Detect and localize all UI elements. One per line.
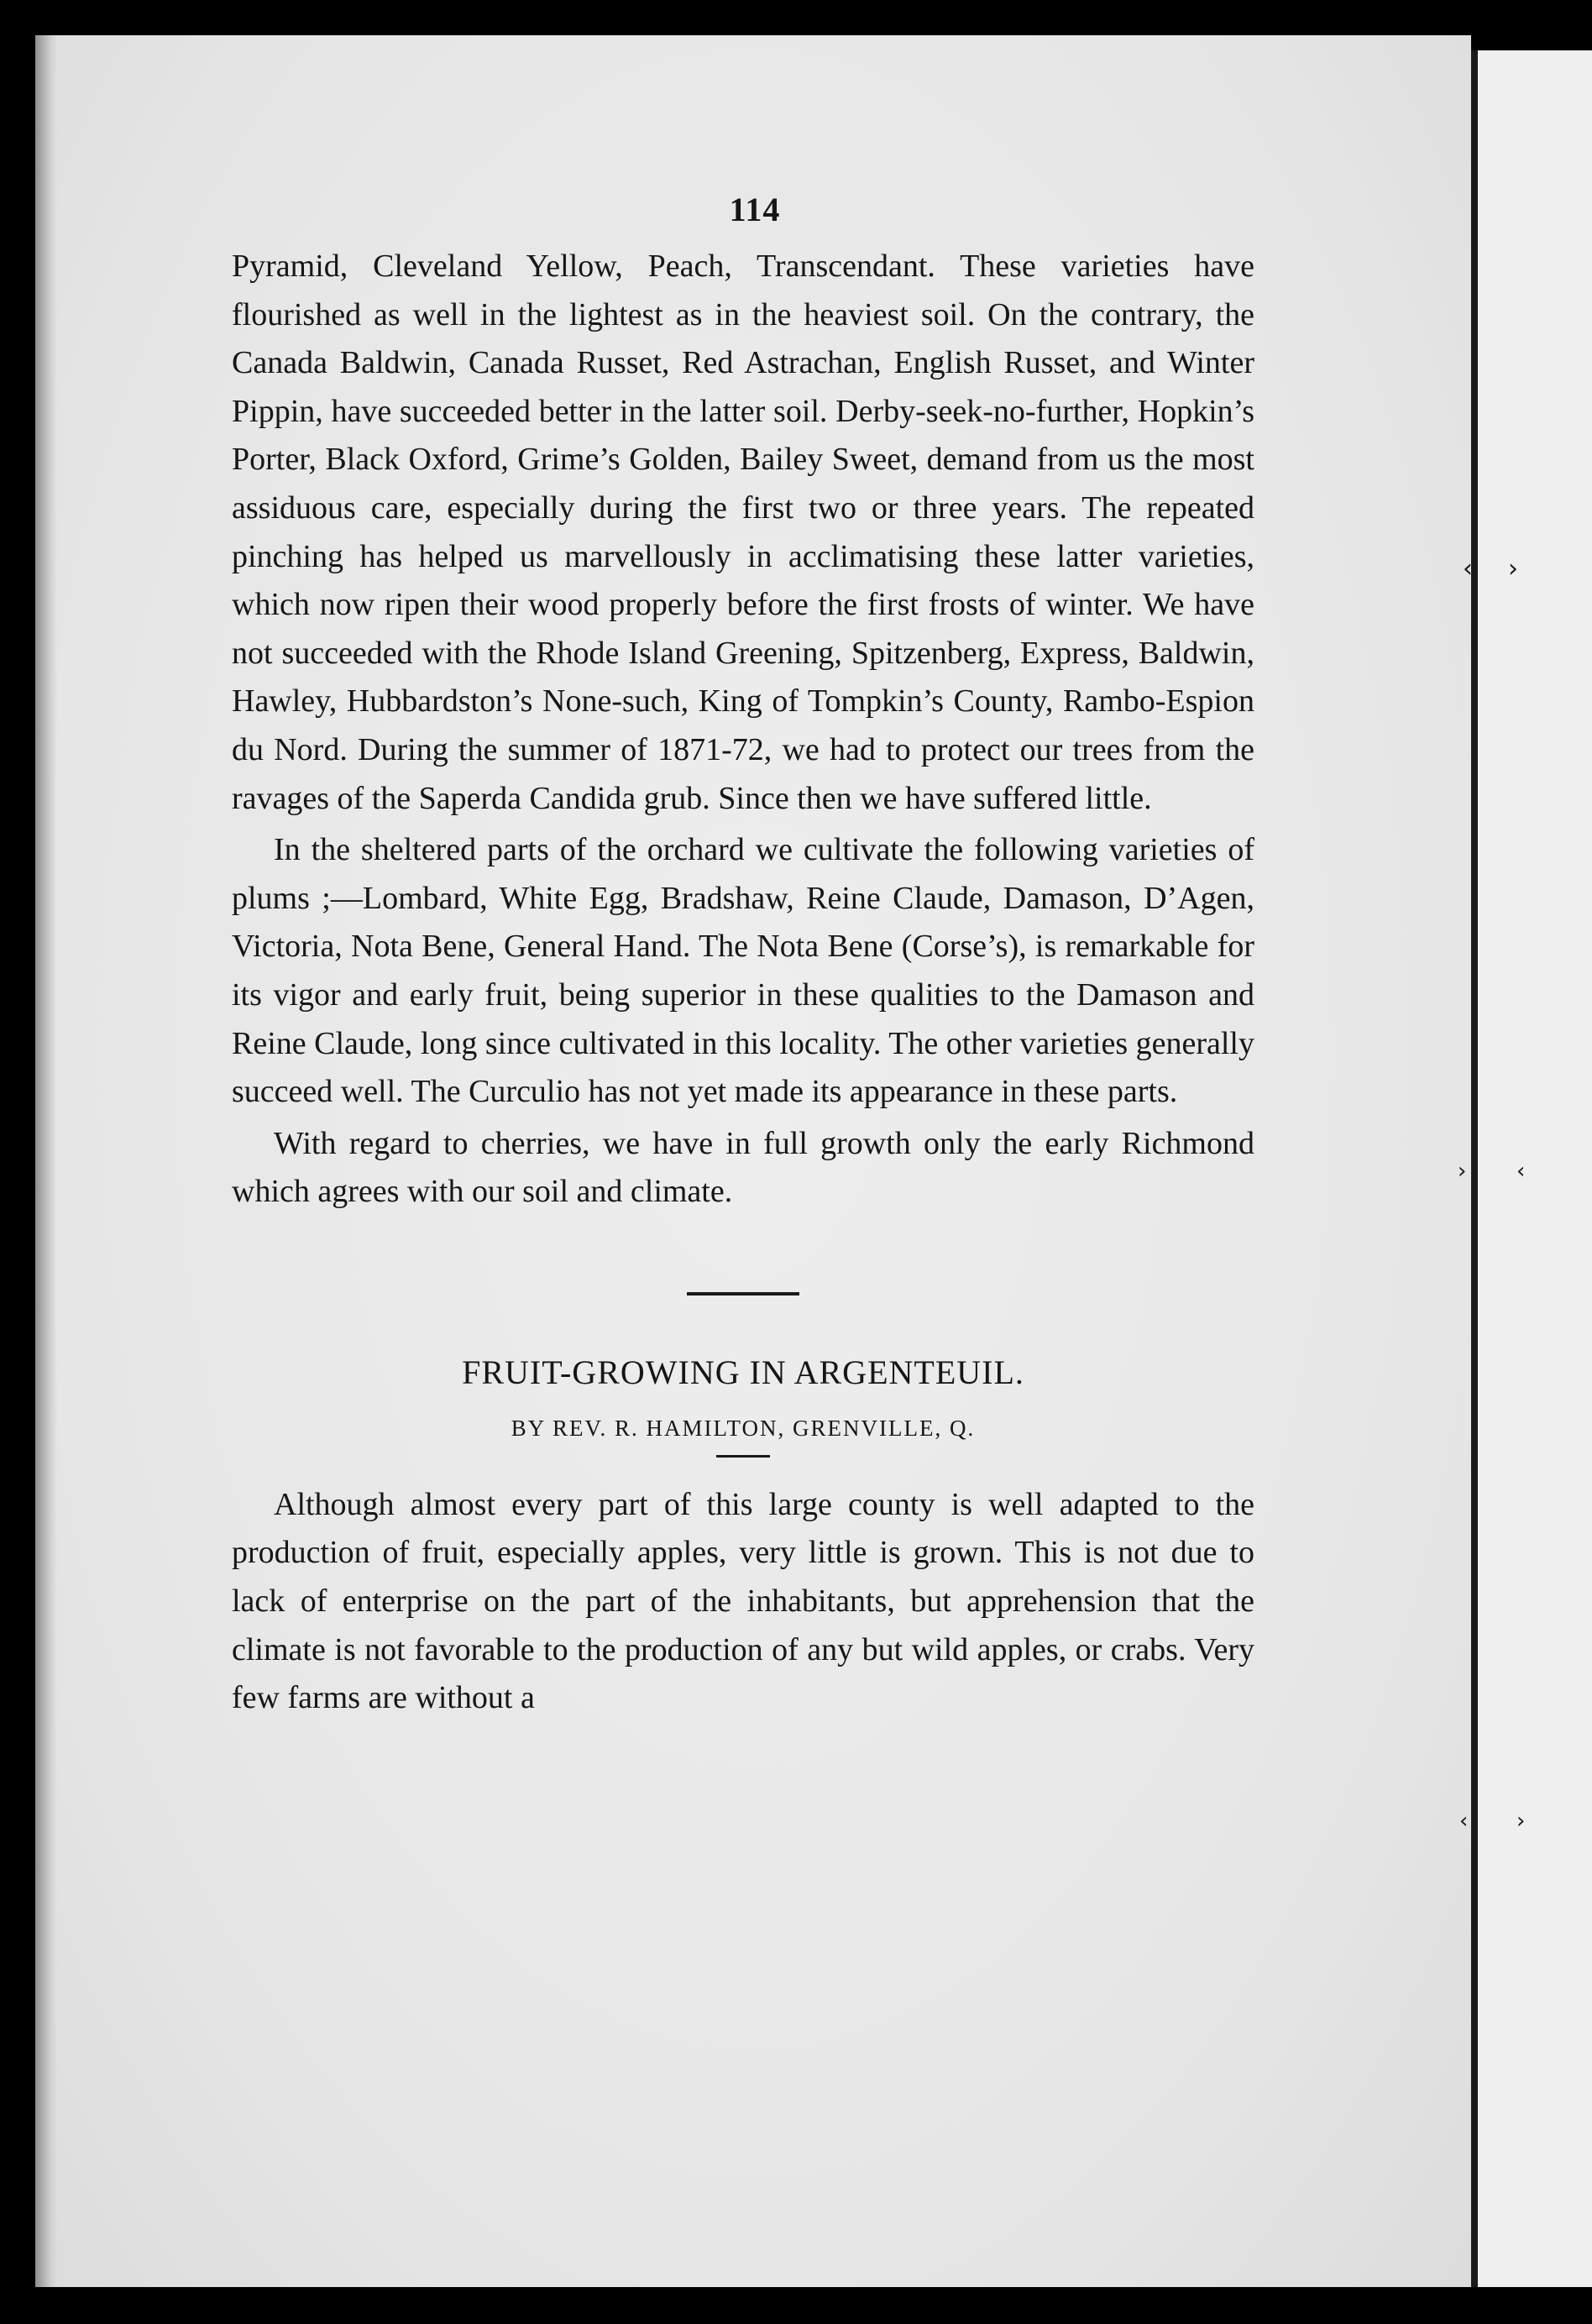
article-byline: BY REV. R. HAMILTON, GRENVILLE, Q. xyxy=(511,1415,976,1441)
margin-tick-mark: › xyxy=(1516,1808,1526,1834)
margin-tick-mark: ‹ xyxy=(1463,554,1473,584)
margin-tick-mark: ‹ xyxy=(1516,1159,1526,1184)
page-number: 114 xyxy=(729,191,781,228)
byline-divider xyxy=(716,1455,770,1458)
text-block xyxy=(232,190,1254,1723)
margin-tick-mark: › xyxy=(1508,554,1518,584)
paragraph-argenteuil: Although almost every part of this large county is well adapted to the production of fruit, especially apples, very little is grown. This is not due to lack of enterprise on the part of the inhabitants, but apprehension that the climate is not favorable to the production of any but wild apples, or crabs. Very few farms are without a xyxy=(232,1486,1254,1716)
paragraph-plums: In the sheltered parts of the orchard we cultivate the following varieties of plums ;—Lombard, White Egg, Bradshaw, Reine Claude, Damason, D’Agen, Victoria, Nota Bene, General Hand. The Nota Bene (Corse’s), is remarkable for its vigor and early fruit, being superior in these qualities to the Damason and Reine Claude, long since cultivated in this locality. The other varieties generally succeed well. The Curculio has not yet made its appearance in these parts. xyxy=(232,832,1254,1110)
paragraph-cherries: With regard to cherries, we have in full growth only the early Richmond which agrees with our soil and climate. xyxy=(232,1125,1254,1210)
margin-tick-mark: › xyxy=(1458,1159,1467,1184)
article-title: FRUIT-GROWING IN ARGENTEUIL. xyxy=(462,1353,1024,1391)
page-gutter-shadow xyxy=(35,35,57,2287)
adjacent-page-edge xyxy=(1471,50,1592,2287)
paragraph-apples: Pyramid, Cleveland Yellow, Peach, Transcendant. These varieties have flourished as well in the lightest as in the heaviest soil. On the contrary, the Canada Baldwin, Canada Russet, Red Astrachan, English Russet, and Winter Pippin, have succeeded better in the latter soil. Derby-seek-no-further, Hopkin’s Porter, Black Oxford, Grime’s Golden, Bailey Sweet, demand from us the most assiduous care, especially during the first two or three years. The repeated pinching has helped us marvellously in acclimatising these latter varieties, which now ripen their wood properly before the first frosts of winter. We have not succeeded with the Rhode Island Greening, Spitzenberg, Express, Baldwin, Hawley, Hubbardston’s None-such, King of Tompkin’s County, Rambo-Espion du Nord. During the summer of 1871-72, we had to protect our trees from the ravages of the Saperda Candida grub. Since then we have suffered little. xyxy=(232,249,1254,816)
margin-tick-mark: ‹ xyxy=(1459,1808,1469,1834)
section-divider xyxy=(687,1292,799,1295)
